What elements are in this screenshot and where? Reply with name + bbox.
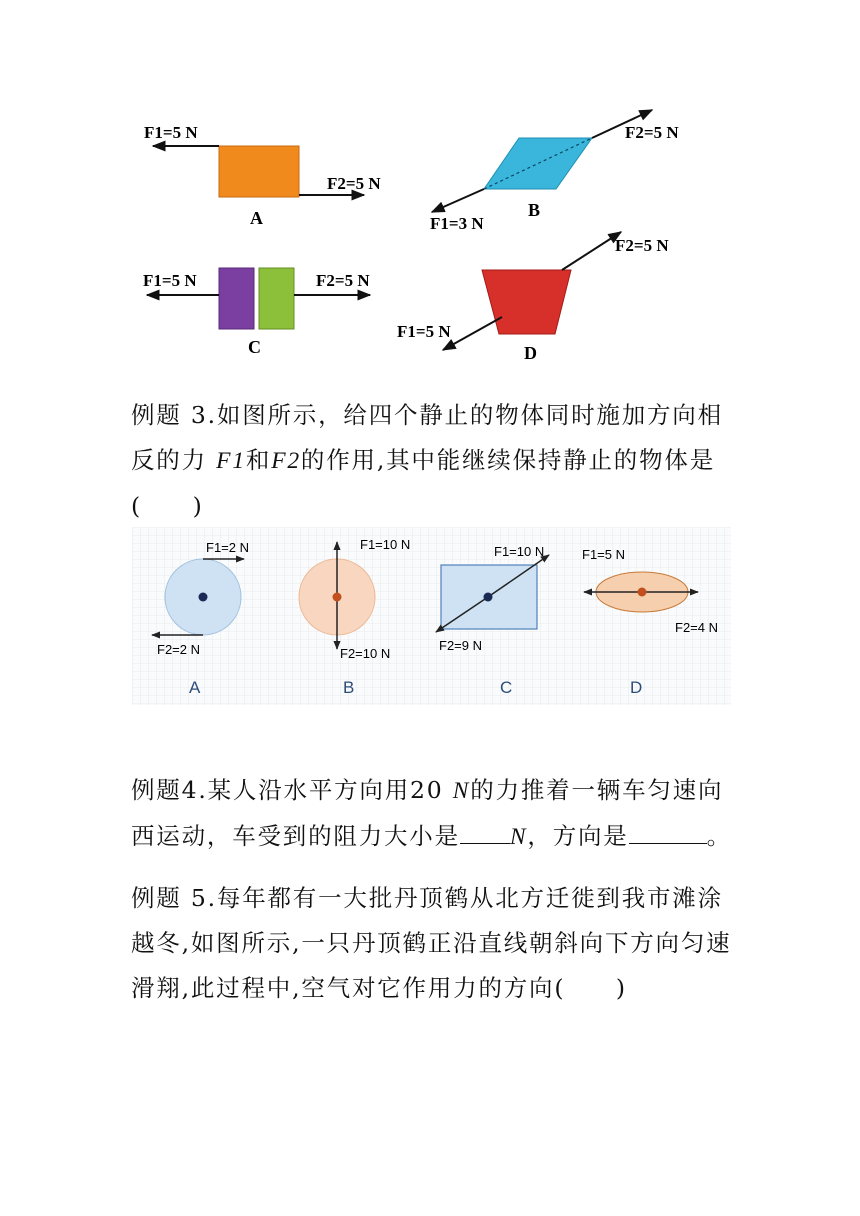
label-2a-f1: F1=2 N — [206, 540, 249, 555]
center-b — [333, 593, 342, 602]
label-2b: B — [343, 678, 355, 697]
label-d-f1: F1=5 N — [397, 322, 451, 341]
label-a-f2: F2=5 N — [327, 174, 381, 193]
question-5 — [131, 876, 736, 1011]
center-a — [199, 593, 208, 602]
block-d — [482, 270, 571, 334]
label-d: D — [524, 343, 537, 363]
label-2b-f2: F2=10 N — [340, 646, 391, 661]
q3-f2: F2 — [271, 448, 301, 474]
label-b: B — [528, 200, 541, 220]
q3-suffix: 的作用,其中能继续保持静止的物体是 — [300, 446, 715, 474]
q4-mid: 的力推着一辆车匀速向西运动，车受到的阻力大小是 — [131, 776, 724, 850]
label-2a-f2: F2=2 N — [157, 642, 200, 657]
label-a-f1: F1=5 N — [144, 123, 198, 142]
label-2c-f1: F1=10 N — [494, 544, 545, 559]
label-2a: A — [189, 678, 201, 697]
arrow-b-f1 — [432, 189, 484, 212]
force-figure-1 — [0, 0, 860, 380]
q3-prefix: 例题 3.如图所示，给四个静止的物体同时施加方向相反的力 — [131, 401, 723, 474]
label-2c-f2: F2=9 N — [439, 638, 482, 653]
center-d — [638, 588, 647, 597]
arrow-d-f1 — [443, 317, 502, 350]
label-2d-f2: F2=4 N — [675, 620, 718, 635]
q3-f1: F1 — [216, 448, 246, 474]
label-2c: C — [500, 678, 513, 697]
q4-unit2: N — [509, 824, 528, 850]
q4-end: 。 — [706, 822, 732, 850]
q5-text: 例题 5.每年都有一大批丹顶鹤从北方迁徙到我市滩涂越冬,如图所示,一只丹顶鹤正沿直线朝斜向下方向匀速滑翔,此过程中,空气对它作用力的方向( ) — [131, 884, 732, 1002]
label-c: C — [248, 337, 261, 357]
block-c-right — [259, 268, 294, 329]
q4-blank-magnitude[interactable] — [460, 817, 510, 844]
center-c — [484, 593, 493, 602]
q3-paren: ( ) — [131, 492, 204, 520]
question-4 — [131, 768, 736, 860]
arrow-d-f2 — [562, 232, 621, 270]
label-2d-f1: F1=5 N — [582, 547, 625, 562]
label-c-f2: F2=5 N — [316, 271, 370, 290]
q3-and: 和 — [245, 446, 272, 474]
q4-blank-direction[interactable] — [629, 817, 707, 844]
label-2b-f1: F1=10 N — [360, 537, 411, 552]
label-a: A — [250, 208, 263, 228]
label-b-f1: F1=3 N — [430, 214, 484, 233]
q4-mid2: ，方向是 — [527, 822, 629, 850]
label-b-f2: F2=5 N — [625, 123, 679, 142]
block-a — [219, 146, 299, 197]
q4-unit: N — [452, 778, 471, 804]
block-c-left — [219, 268, 254, 329]
force-figure-2 — [132, 527, 731, 705]
question-3 — [131, 393, 736, 529]
label-c-f1: F1=5 N — [143, 271, 197, 290]
block-b — [484, 138, 592, 189]
q4-prefix: 例题4.某人沿水平方向用20 — [131, 776, 453, 804]
label-d-f2: F2=5 N — [615, 236, 669, 255]
label-2d: D — [630, 678, 643, 697]
